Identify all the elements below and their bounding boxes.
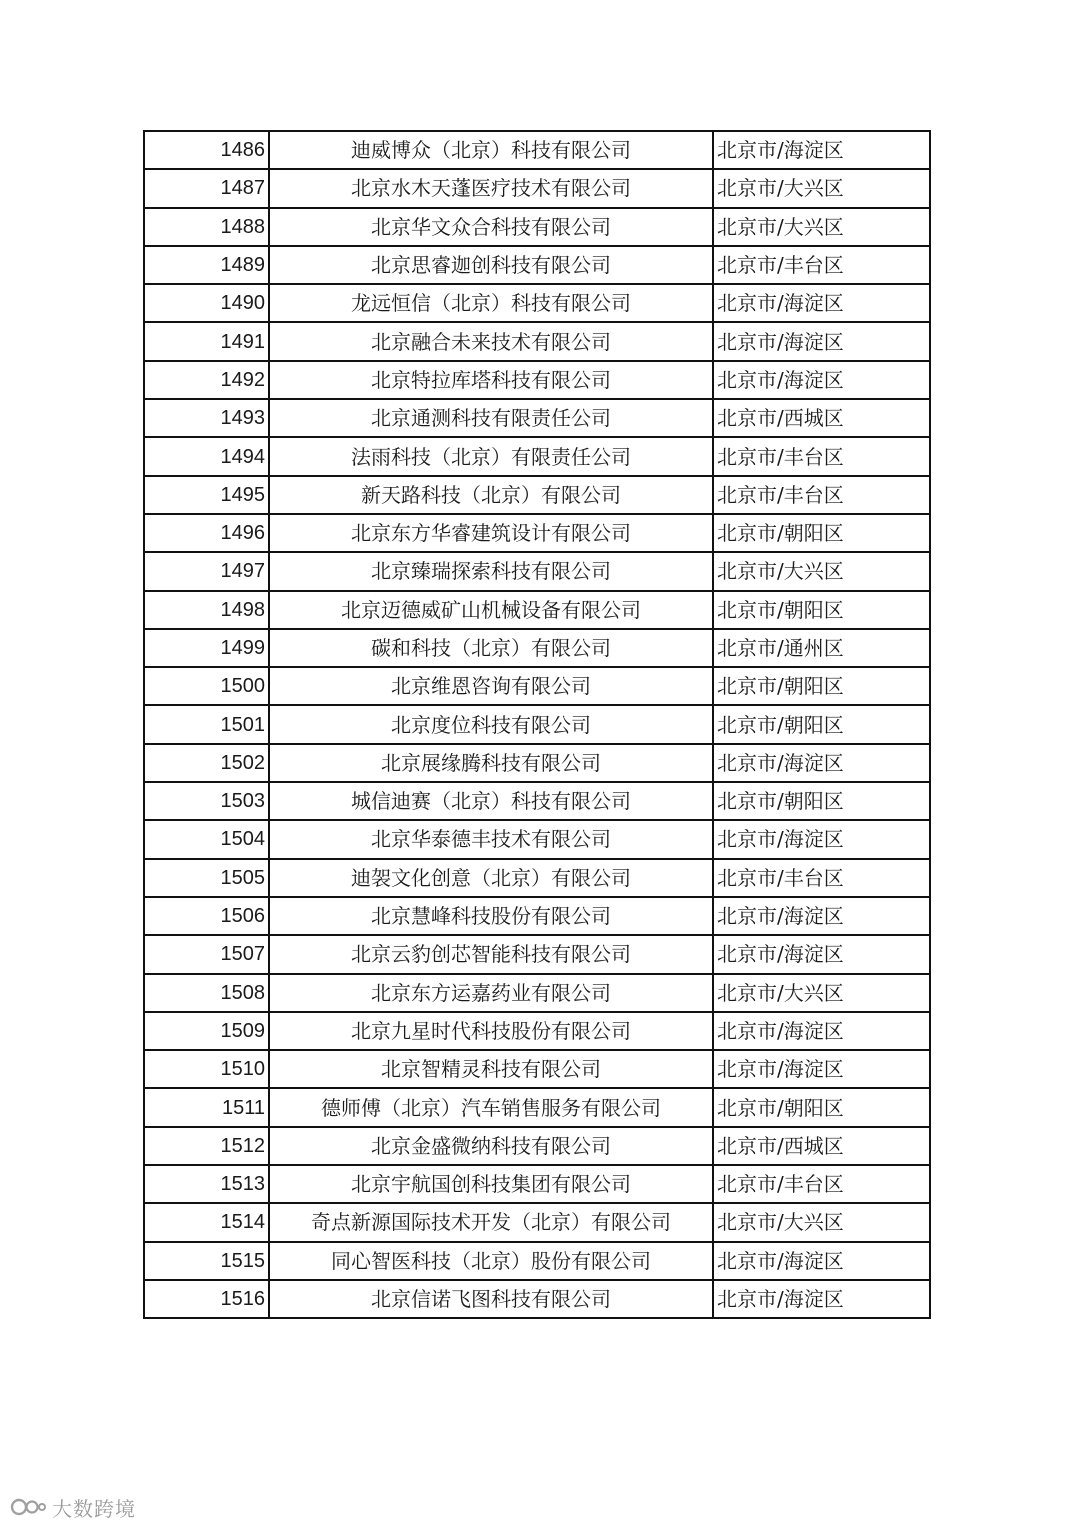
- company-name-cell: 奇点新源国际技术开发（北京）有限公司: [269, 1203, 713, 1241]
- row-number-cell: 1499: [144, 629, 269, 667]
- company-name-cell: 德师傅（北京）汽车销售服务有限公司: [269, 1088, 713, 1126]
- region-cell: 北京市/海淀区: [713, 935, 930, 973]
- row-number-cell: 1490: [144, 284, 269, 322]
- region-cell: 北京市/海淀区: [713, 897, 930, 935]
- company-name-cell: 北京通测科技有限责任公司: [269, 399, 713, 437]
- row-number-cell: 1501: [144, 705, 269, 743]
- table-row: [144, 859, 930, 897]
- row-number-cell: 1505: [144, 859, 269, 897]
- company-name-cell: 北京度位科技有限公司: [269, 705, 713, 743]
- table-row: [144, 552, 930, 590]
- table-row: [144, 629, 930, 667]
- table-row: [144, 284, 930, 322]
- company-name-cell: 北京金盛微纳科技有限公司: [269, 1127, 713, 1165]
- table-row: [144, 667, 930, 705]
- company-name-cell: 北京慧峰科技股份有限公司: [269, 897, 713, 935]
- row-number-cell: 1506: [144, 897, 269, 935]
- company-name-cell: 北京九星时代科技股份有限公司: [269, 1012, 713, 1050]
- table-row: [144, 1242, 930, 1280]
- region-cell: 北京市/海淀区: [713, 820, 930, 858]
- region-cell: 北京市/海淀区: [713, 131, 930, 169]
- company-name-cell: 北京智精灵科技有限公司: [269, 1050, 713, 1088]
- company-name-cell: 北京思睿迦创科技有限公司: [269, 246, 713, 284]
- table-row: [144, 361, 930, 399]
- row-number-cell: 1497: [144, 552, 269, 590]
- company-name-cell: 迪威博众（北京）科技有限公司: [269, 131, 713, 169]
- region-cell: 北京市/丰台区: [713, 437, 930, 475]
- company-list-table: [143, 130, 931, 1319]
- table-row: [144, 322, 930, 360]
- row-number-cell: 1489: [144, 246, 269, 284]
- region-cell: 北京市/大兴区: [713, 169, 930, 207]
- row-number-cell: 1510: [144, 1050, 269, 1088]
- brand-logo-icon: [10, 1496, 46, 1518]
- company-name-cell: 城信迪赛（北京）科技有限公司: [269, 782, 713, 820]
- table-row: [144, 131, 930, 169]
- company-name-cell: 北京云豹创芯智能科技有限公司: [269, 935, 713, 973]
- table-row: [144, 897, 930, 935]
- table-row: [144, 246, 930, 284]
- table-row: [144, 974, 930, 1012]
- region-cell: 北京市/海淀区: [713, 744, 930, 782]
- company-name-cell: 新天路科技（北京）有限公司: [269, 476, 713, 514]
- company-name-cell: 碳和科技（北京）有限公司: [269, 629, 713, 667]
- region-cell: 北京市/丰台区: [713, 246, 930, 284]
- table-row: [144, 1165, 930, 1203]
- row-number-cell: 1496: [144, 514, 269, 552]
- company-name-cell: 北京信诺飞图科技有限公司: [269, 1280, 713, 1318]
- table-row: [144, 514, 930, 552]
- region-cell: 北京市/海淀区: [713, 322, 930, 360]
- company-name-cell: 同心智医科技（北京）股份有限公司: [269, 1242, 713, 1280]
- row-number-cell: 1500: [144, 667, 269, 705]
- row-number-cell: 1488: [144, 208, 269, 246]
- row-number-cell: 1502: [144, 744, 269, 782]
- row-number-cell: 1507: [144, 935, 269, 973]
- company-name-cell: 北京东方运嘉药业有限公司: [269, 974, 713, 1012]
- region-cell: 北京市/通州区: [713, 629, 930, 667]
- company-name-cell: 北京宇航国创科技集团有限公司: [269, 1165, 713, 1203]
- table-row: [144, 935, 930, 973]
- region-cell: 北京市/大兴区: [713, 552, 930, 590]
- region-cell: 北京市/海淀区: [713, 1012, 930, 1050]
- row-number-cell: 1509: [144, 1012, 269, 1050]
- region-cell: 北京市/朝阳区: [713, 591, 930, 629]
- region-cell: 北京市/海淀区: [713, 1280, 930, 1318]
- company-name-cell: 北京水木天蓬医疗技术有限公司: [269, 169, 713, 207]
- company-name-cell: 北京东方华睿建筑设计有限公司: [269, 514, 713, 552]
- region-cell: 北京市/海淀区: [713, 1242, 930, 1280]
- region-cell: 北京市/丰台区: [713, 476, 930, 514]
- company-name-cell: 北京特拉库塔科技有限公司: [269, 361, 713, 399]
- row-number-cell: 1514: [144, 1203, 269, 1241]
- row-number-cell: 1515: [144, 1242, 269, 1280]
- region-cell: 北京市/丰台区: [713, 1165, 930, 1203]
- company-name-cell: 北京融合未来技术有限公司: [269, 322, 713, 360]
- region-cell: 北京市/大兴区: [713, 208, 930, 246]
- table-row: [144, 1050, 930, 1088]
- region-cell: 北京市/朝阳区: [713, 705, 930, 743]
- table-row: [144, 437, 930, 475]
- table-row: [144, 1127, 930, 1165]
- table-row: [144, 476, 930, 514]
- row-number-cell: 1516: [144, 1280, 269, 1318]
- watermark-text: 大数跨境: [52, 1496, 136, 1521]
- company-list-body: [144, 131, 930, 1318]
- region-cell: 北京市/大兴区: [713, 1203, 930, 1241]
- table-row: [144, 169, 930, 207]
- region-cell: 北京市/朝阳区: [713, 1088, 930, 1126]
- company-name-cell: 法雨科技（北京）有限责任公司: [269, 437, 713, 475]
- row-number-cell: 1511: [144, 1088, 269, 1126]
- watermark: [10, 1490, 136, 1524]
- row-number-cell: 1486: [144, 131, 269, 169]
- region-cell: 北京市/西城区: [713, 399, 930, 437]
- table-row: [144, 1280, 930, 1318]
- row-number-cell: 1503: [144, 782, 269, 820]
- company-name-cell: 北京维恩咨询有限公司: [269, 667, 713, 705]
- region-cell: 北京市/朝阳区: [713, 514, 930, 552]
- region-cell: 北京市/海淀区: [713, 361, 930, 399]
- row-number-cell: 1508: [144, 974, 269, 1012]
- company-name-cell: 北京臻瑞探索科技有限公司: [269, 552, 713, 590]
- region-cell: 北京市/朝阳区: [713, 782, 930, 820]
- row-number-cell: 1494: [144, 437, 269, 475]
- region-cell: 北京市/海淀区: [713, 284, 930, 322]
- row-number-cell: 1487: [144, 169, 269, 207]
- row-number-cell: 1504: [144, 820, 269, 858]
- region-cell: 北京市/大兴区: [713, 974, 930, 1012]
- row-number-cell: 1498: [144, 591, 269, 629]
- table-row: [144, 399, 930, 437]
- table-row: [144, 208, 930, 246]
- region-cell: 北京市/西城区: [713, 1127, 930, 1165]
- region-cell: 北京市/丰台区: [713, 859, 930, 897]
- table-row: [144, 820, 930, 858]
- table-row: [144, 705, 930, 743]
- company-name-cell: 北京华泰德丰技术有限公司: [269, 820, 713, 858]
- company-name-cell: 龙远恒信（北京）科技有限公司: [269, 284, 713, 322]
- table-row: [144, 744, 930, 782]
- row-number-cell: 1491: [144, 322, 269, 360]
- table-row: [144, 1088, 930, 1126]
- company-name-cell: 迪袈文化创意（北京）有限公司: [269, 859, 713, 897]
- region-cell: 北京市/朝阳区: [713, 667, 930, 705]
- row-number-cell: 1493: [144, 399, 269, 437]
- row-number-cell: 1495: [144, 476, 269, 514]
- table-row: [144, 782, 930, 820]
- company-name-cell: 北京迈德威矿山机械设备有限公司: [269, 591, 713, 629]
- company-name-cell: 北京华文众合科技有限公司: [269, 208, 713, 246]
- table-row: [144, 1012, 930, 1050]
- table-row: [144, 1203, 930, 1241]
- row-number-cell: 1492: [144, 361, 269, 399]
- row-number-cell: 1512: [144, 1127, 269, 1165]
- row-number-cell: 1513: [144, 1165, 269, 1203]
- company-name-cell: 北京展缘腾科技有限公司: [269, 744, 713, 782]
- table-row: [144, 591, 930, 629]
- region-cell: 北京市/海淀区: [713, 1050, 930, 1088]
